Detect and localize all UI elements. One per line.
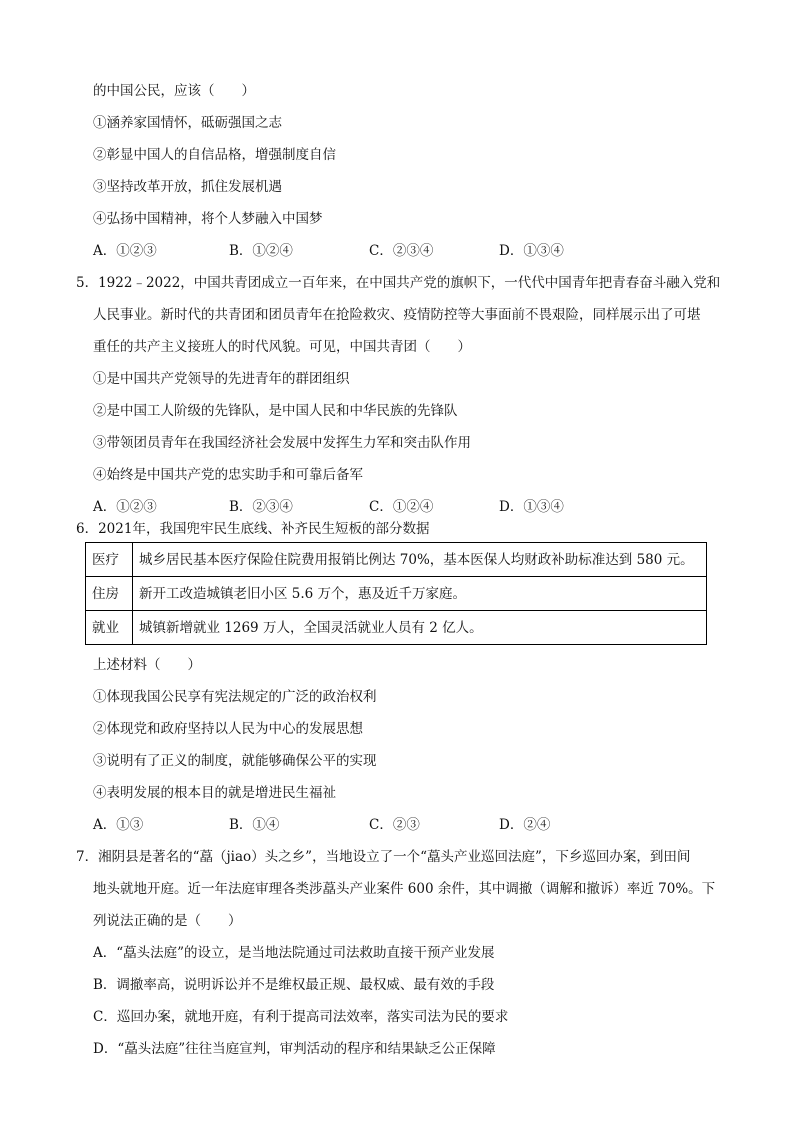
table-category-cell: 医疗	[86, 543, 133, 577]
q6-option-b[interactable]: B．①④	[229, 817, 280, 833]
q7-stem-line-2: 地头就地开庭。近一年法庭审理各类涉藠头产业案件 600 余件，其中调撤（调解和撤诉）率近 70%。下	[93, 881, 716, 897]
q7-choice-c[interactable]: C．巡回办案，就地开庭，有利于提高司法效率，落实司法为民的要求	[93, 1009, 509, 1025]
q4-option-d[interactable]: D．①③④	[499, 243, 564, 259]
q5-option-c[interactable]: C．①②④	[369, 499, 434, 515]
q5-statement-2: ②是中国工人阶级的先锋队，是中国人民和中华民族的先锋队	[93, 403, 458, 419]
table-content-cell: 新开工改造城镇老旧小区 5.6 万个，惠及近千万家庭。	[133, 577, 707, 611]
q4-statement-3: ③坚持改革开放，抓住发展机遇	[93, 179, 282, 195]
table-row	[86, 611, 707, 645]
q4-option-c[interactable]: C．②③④	[369, 243, 434, 259]
q4-stem-end: 的中国公民，应该（ ）	[93, 83, 255, 99]
table-content-cell: 城镇新增就业 1269 万人，全国灵活就业人员有 2 亿人。	[133, 611, 707, 645]
q6-statement-3: ③说明有了正义的制度，就能够确保公平的实现	[93, 753, 377, 769]
q4-statement-1: ①涵养家国情怀，砥砺强国之志	[93, 115, 282, 131]
q4-statement-2: ②彰显中国人的自信品格，增强制度自信	[93, 147, 336, 163]
table-content-cell: 城乡居民基本医疗保险住院费用报销比例达 70%，基本医保人均财政补助标准达到 580 元。	[133, 543, 707, 577]
q6-stem: 6．2021年，我国兜牢民生底线、补齐民生短板的部分数据	[76, 521, 430, 537]
q6-option-a[interactable]: A．①③	[93, 817, 144, 833]
q5-option-b[interactable]: B．②③④	[229, 499, 293, 515]
q6-option-d[interactable]: D．②④	[499, 817, 551, 833]
q5-stem-line-2: 人民事业。新时代的共青团和团员青年在抢险救灾、疫情防控等大事面前不畏艰险，同样展示出了可堪	[93, 307, 701, 323]
q5-statement-1: ①是中国共产党领导的先进青年的群团组织	[93, 371, 350, 387]
table-row	[86, 543, 707, 577]
q7-stem-line-1: 7．湘阴县是著名的“藠（jiao）头之乡”，当地设立了一个“藠头产业巡回法庭”，下乡巡回办案，到田间	[76, 849, 691, 865]
q5-stem-line-1: 5．1922﹣2022，中国共青团成立一百年来，在中国共产党的旗帜下，一代代中国青年把青春奋斗融入党和	[76, 275, 721, 291]
table-category-cell: 住房	[86, 577, 133, 611]
q6-statement-2: ②体现党和政府坚持以人民为中心的发展思想	[93, 721, 363, 737]
q6-statement-4: ④表明发展的根本目的就是增进民生福祉	[93, 785, 336, 801]
q6-after-table: 上述材料（ ）	[93, 657, 201, 673]
q6-option-c[interactable]: C．②③	[369, 817, 420, 833]
table-row	[86, 577, 707, 611]
q5-option-a[interactable]: A．①②③	[93, 499, 157, 515]
q7-choice-a[interactable]: A．“藠头法庭”的设立，是当地法院通过司法救助直接干预产业发展	[93, 945, 495, 961]
q4-option-b[interactable]: B．①②④	[229, 243, 293, 259]
q6-data-table	[85, 542, 707, 645]
q7-choice-d[interactable]: D．“藠头法庭”往往当庭宣判，审判活动的程序和结果缺乏公正保障	[93, 1041, 496, 1057]
q5-stem-line-3: 重任的共产主义接班人的时代风貌。可见，中国共青团（ ）	[93, 339, 471, 355]
q4-option-a[interactable]: A．①②③	[93, 243, 157, 259]
q5-statement-4: ④始终是中国共产党的忠实助手和可靠后备军	[93, 467, 363, 483]
q7-choice-b[interactable]: B．调撤率高，说明诉讼并不是维权最正规、最权威、最有效的手段	[93, 977, 495, 993]
q5-statement-3: ③带领团员青年在我国经济社会发展中发挥生力军和突击队作用	[93, 435, 471, 451]
q6-statement-1: ①体现我国公民享有宪法规定的广泛的政治权利	[93, 689, 377, 705]
q5-option-d[interactable]: D．①③④	[499, 499, 564, 515]
q7-stem-line-3: 列说法正确的是（ ）	[93, 913, 242, 929]
table-category-cell: 就业	[86, 611, 133, 645]
q4-statement-4: ④弘扬中国精神，将个人梦融入中国梦	[93, 211, 323, 227]
